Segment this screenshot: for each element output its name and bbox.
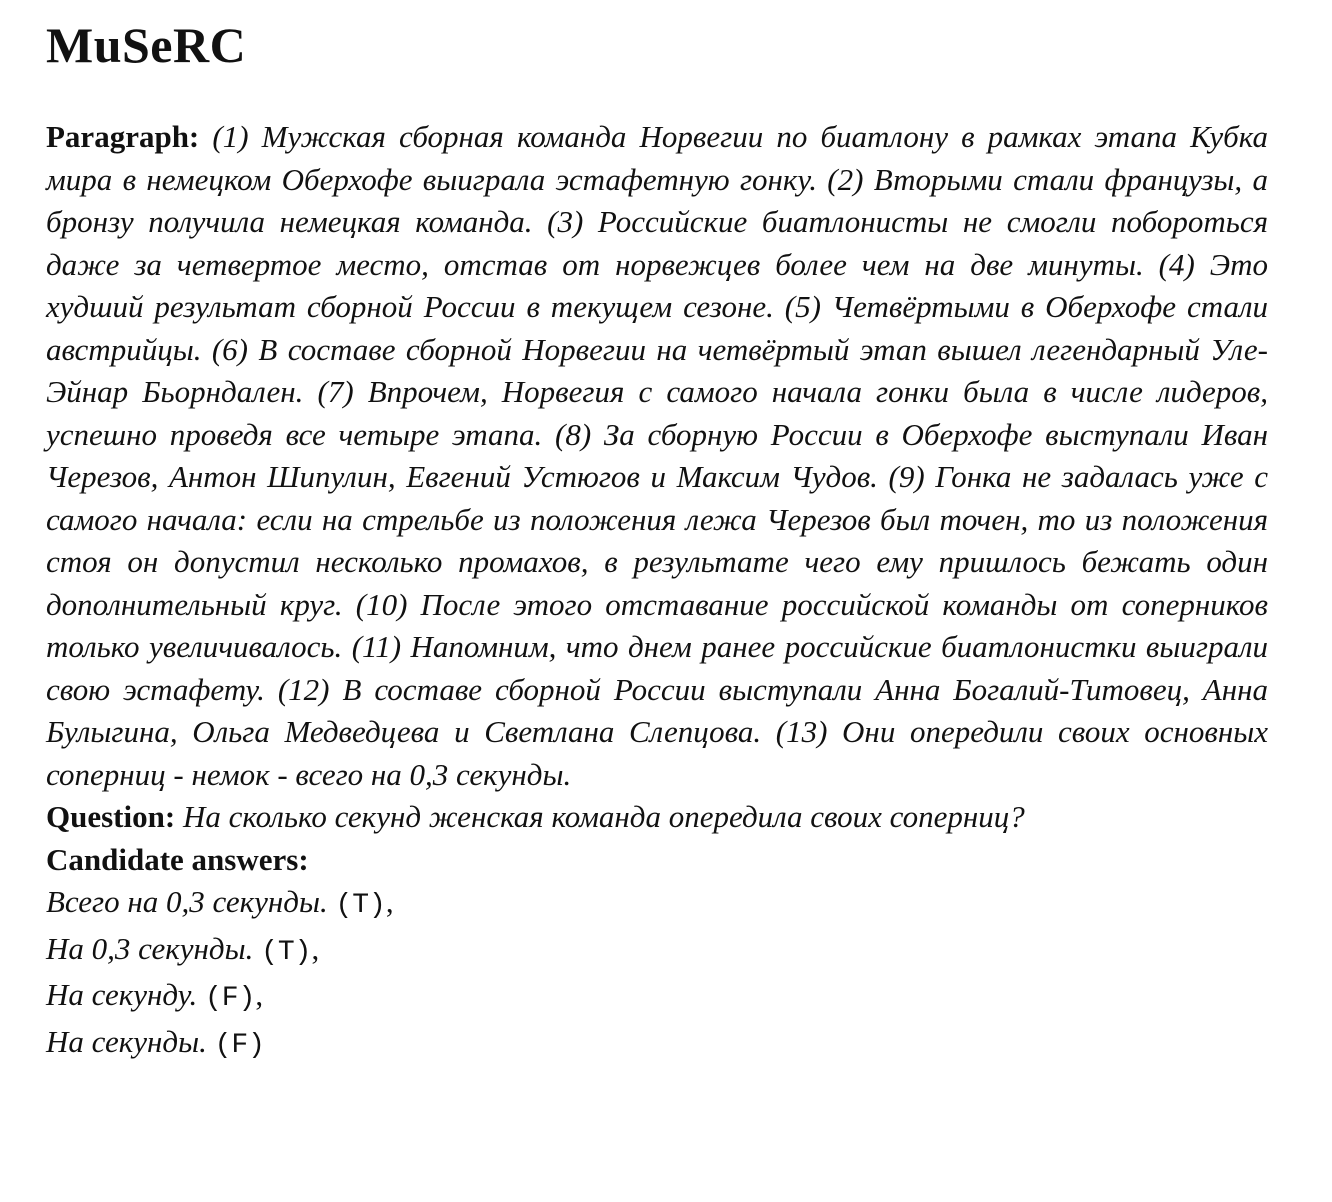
answer-separator: , — [255, 977, 264, 1012]
answer-tag: (F) — [214, 1029, 265, 1061]
answer-tag: (T) — [261, 936, 312, 968]
candidate-answers-list — [46, 881, 1268, 1067]
answer-text: На секунду. — [46, 977, 198, 1012]
answer-tag: (F) — [204, 983, 256, 1014]
question-text: На сколько секунд женская команда опередила своих соперниц? — [182, 799, 1025, 834]
paragraph-text: (1) Мужская сборная команда Норвегии по биатлону в рамках этапа Кубка мира в немецком Оберхофе выиграла эстафетную гонку. (2) Вторыми стали французы, а бронзу получила немецкая команда. (3) Российские биатлонисты не смогли побороться даже за четвертое место, отстав от норвежцев более чем на две минуты. (4) Это худший результат сборной России в текущем сезоне. (5) Четвёртыми в Оберхофе стали австрийцы. (6) В составе сборной Норвегии на четвёртый этап вышел легендарный Уле-Эйнар Бьорндален. (7) Впрочем, Норвегия с самого начала гонки была в числе лидеров, успешно проведя все четыре этапа. (8) За сборную России в Оберхофе выступали Иван Черезов, Антон Шипулин, Евгений Устюгов и Максим Чудов. (9) Гонка не задалась уже с самого начала: если на стрельбе из положения лежа Черезов был точен, то из положения стоя он допустил несколько промахов, в результате чего ему пришлось бежать один дополнительный круг. (10) После этого отставание российской команды от соперников только увеличивалось. (11) Напомним, что днем ранее российские биатлонистки выиграли свою эстафету. (12) В составе сборной России выступали Анна Богалий-Титовец, Анна Булыгина, Ольга Медведцева и Светлана Слепцова. (13) Они опередили своих основных соперниц - немок - всего на 0,3 секунды. — [46, 119, 1268, 792]
candidate-answer — [46, 928, 1268, 975]
answer-text: На 0,3 секунды. — [46, 930, 254, 966]
question-block — [46, 796, 1268, 839]
answer-text: На секунды. — [46, 1023, 207, 1059]
candidate-answer — [46, 1021, 1268, 1068]
answer-tag: (T) — [335, 890, 386, 921]
candidate-answer — [46, 974, 1268, 1021]
paragraph-label: Paragraph: — [46, 119, 200, 154]
answer-separator: , — [385, 884, 394, 919]
answer-text: Всего на 0,3 секунды. — [46, 884, 328, 919]
document-page — [46, 14, 1268, 1067]
candidate-answer — [46, 881, 1268, 928]
candidate-answers-label: Candidate answers: — [46, 841, 309, 877]
question-label: Question: — [46, 799, 176, 834]
answer-separator: , — [311, 930, 320, 966]
page-title: MuSeRC — [46, 17, 247, 73]
paragraph-block — [46, 116, 1268, 796]
